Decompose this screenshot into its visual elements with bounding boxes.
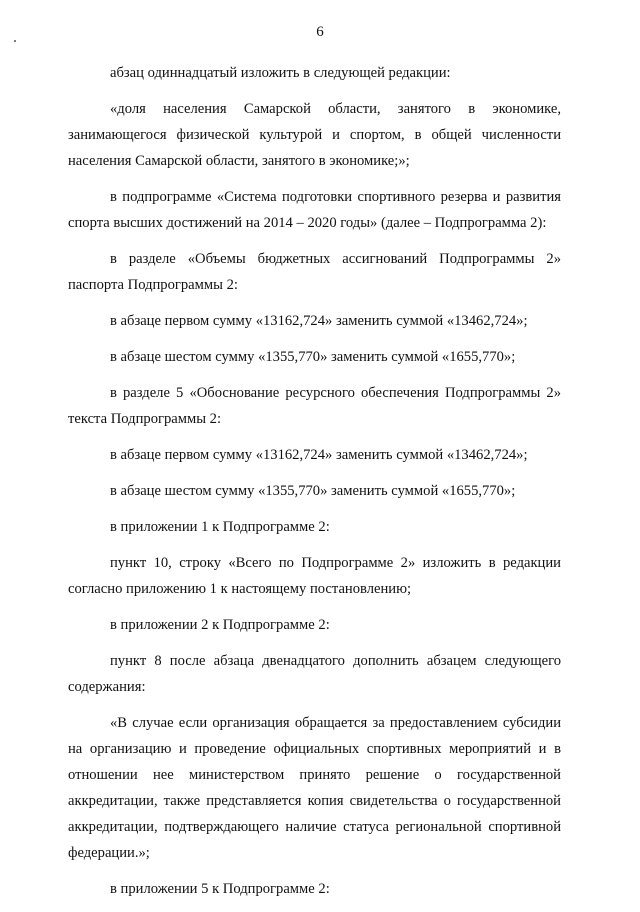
paragraph-14: «В случае если организация обращается за предоставлением субсидии на организацию и проведение официальных спортивных мероприятий и в отношении нее министерством принято решение о государственной аккредитации, также представляется копия свидетельства о государственной аккредитации, подтверждающего наличие статуса региональной спортивной федерации.»; [68,715,561,861]
paragraph-5: в абзаце первом сумму «13162,724» заменить суммой «13462,724»; [110,313,528,329]
paragraph-9: в абзаце шестом сумму «1355,770» заменить суммой «1655,770»; [110,483,516,499]
paragraph-12: в приложении 2 к Подпрограмме 2: [110,617,330,633]
paragraph-3: в подпрограмме «Система подготовки спортивного резерва и развития спорта высших достижений на 2014 – 2020 годы» (далее – Подпрограмма 2): [68,189,561,231]
paragraph-2: «доля населения Самарской области, занятого в экономике, занимающегося физической культурой и спортом, в общей численности населения Самарской области, занятого в экономике;»; [68,101,561,169]
paragraph-10: в приложении 1 к Подпрограмме 2: [110,519,330,535]
scan-speck [14,40,16,42]
paragraph-7: в разделе 5 «Обоснование ресурсного обеспечения Подпрограммы 2» текста Подпрограммы 2: [68,385,561,427]
document-body [68,60,561,912]
page-number: 6 [316,24,324,40]
paragraph-4: в разделе «Объемы бюджетных ассигнований Подпрограммы 2» паспорта Подпрограммы 2: [68,251,561,293]
paragraph-6: в абзаце шестом сумму «1355,770» заменить суммой «1655,770»; [110,349,516,365]
paragraph-13: пункт 8 после абзаца двенадцатого дополнить абзацем следующего содержания: [68,653,561,695]
paragraph-1: абзац одиннадцатый изложить в следующей редакции: [110,65,451,81]
paragraph-8: в абзаце первом сумму «13162,724» заменить суммой «13462,724»; [110,447,528,463]
paragraph-15: в приложении 5 к Подпрограмме 2: [110,881,330,897]
paragraph-11: пункт 10, строку «Всего по Подпрограмме 2» изложить в редакции согласно приложению 1 к настоящему постановлению; [68,555,561,597]
